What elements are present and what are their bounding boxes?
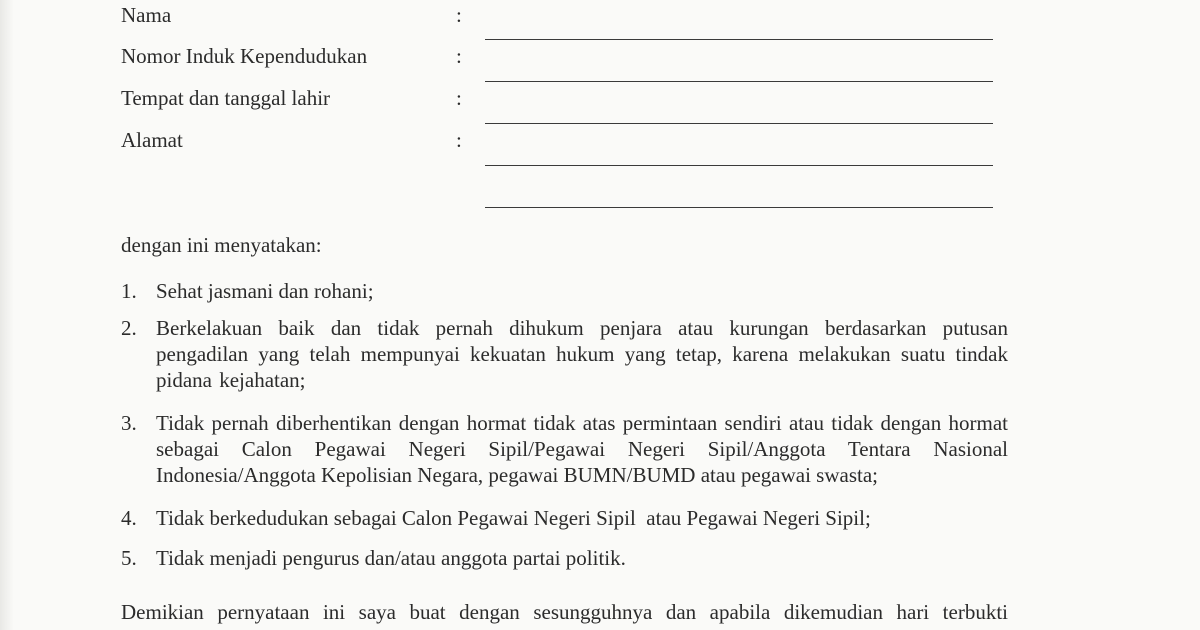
list-number-2: 2. bbox=[121, 316, 137, 340]
list-item-2: Berkelakuan baik dan tidak pernah dihukum penjara atau kurungan berdasarkan putusan pengadilan yang telah mempunyai kekuatan hukum yang tetap, karena melakukan suatu tindak pidana kejahatan; bbox=[156, 316, 1008, 392]
fill-line-alamat-1 bbox=[485, 165, 993, 166]
field-label-nik: Nomor Induk Kependudukan bbox=[121, 44, 368, 68]
field-label-alamat: Alamat bbox=[121, 128, 183, 152]
list-number-1: 1. bbox=[121, 279, 137, 303]
list-item-3: Tidak pernah diberhentikan dengan hormat tidak atas permintaan sendiri atau tidak dengan hormat sebagai Calon Pegawai Negeri Sipil/Pegawai Negeri Sipil/Anggota Tentara Nasional Indonesia/Anggota Kepolisian Negara, pegawai BUMN/BUMD atau pegawai swasta; bbox=[156, 411, 1008, 487]
list-number-4: 4. bbox=[121, 506, 137, 530]
field-colon-alamat: : bbox=[456, 128, 462, 152]
fill-line-nik bbox=[485, 81, 993, 82]
field-colon-tempat-tanggal-lahir: : bbox=[456, 86, 462, 110]
scan-edge-shading bbox=[0, 0, 14, 630]
closing-paragraph: Demikian pernyataan ini saya buat dengan sesungguhnya dan apabila dikemudian hari terbukti bbox=[121, 600, 1008, 624]
fill-line-alamat-2 bbox=[485, 207, 993, 208]
fill-line-nama bbox=[485, 39, 993, 40]
field-colon-nik: : bbox=[456, 44, 462, 68]
intro-statement: dengan ini menyatakan: bbox=[121, 233, 322, 257]
list-item-5: Tidak menjadi pengurus dan/atau anggota partai politik. bbox=[156, 546, 626, 570]
field-label-tempat-tanggal-lahir: Tempat dan tanggal lahir bbox=[121, 86, 331, 110]
field-label-nama: Nama bbox=[121, 3, 172, 27]
list-item-1: Sehat jasmani dan rohani; bbox=[156, 279, 374, 303]
list-item-4: Tidak berkedudukan sebagai Calon Pegawai Negeri Sipil atau Pegawai Negeri Sipil; bbox=[156, 506, 871, 530]
list-number-5: 5. bbox=[121, 546, 137, 570]
fill-line-tempat-tanggal-lahir bbox=[485, 123, 993, 124]
list-number-3: 3. bbox=[121, 411, 137, 435]
field-colon-nama: : bbox=[456, 3, 462, 27]
